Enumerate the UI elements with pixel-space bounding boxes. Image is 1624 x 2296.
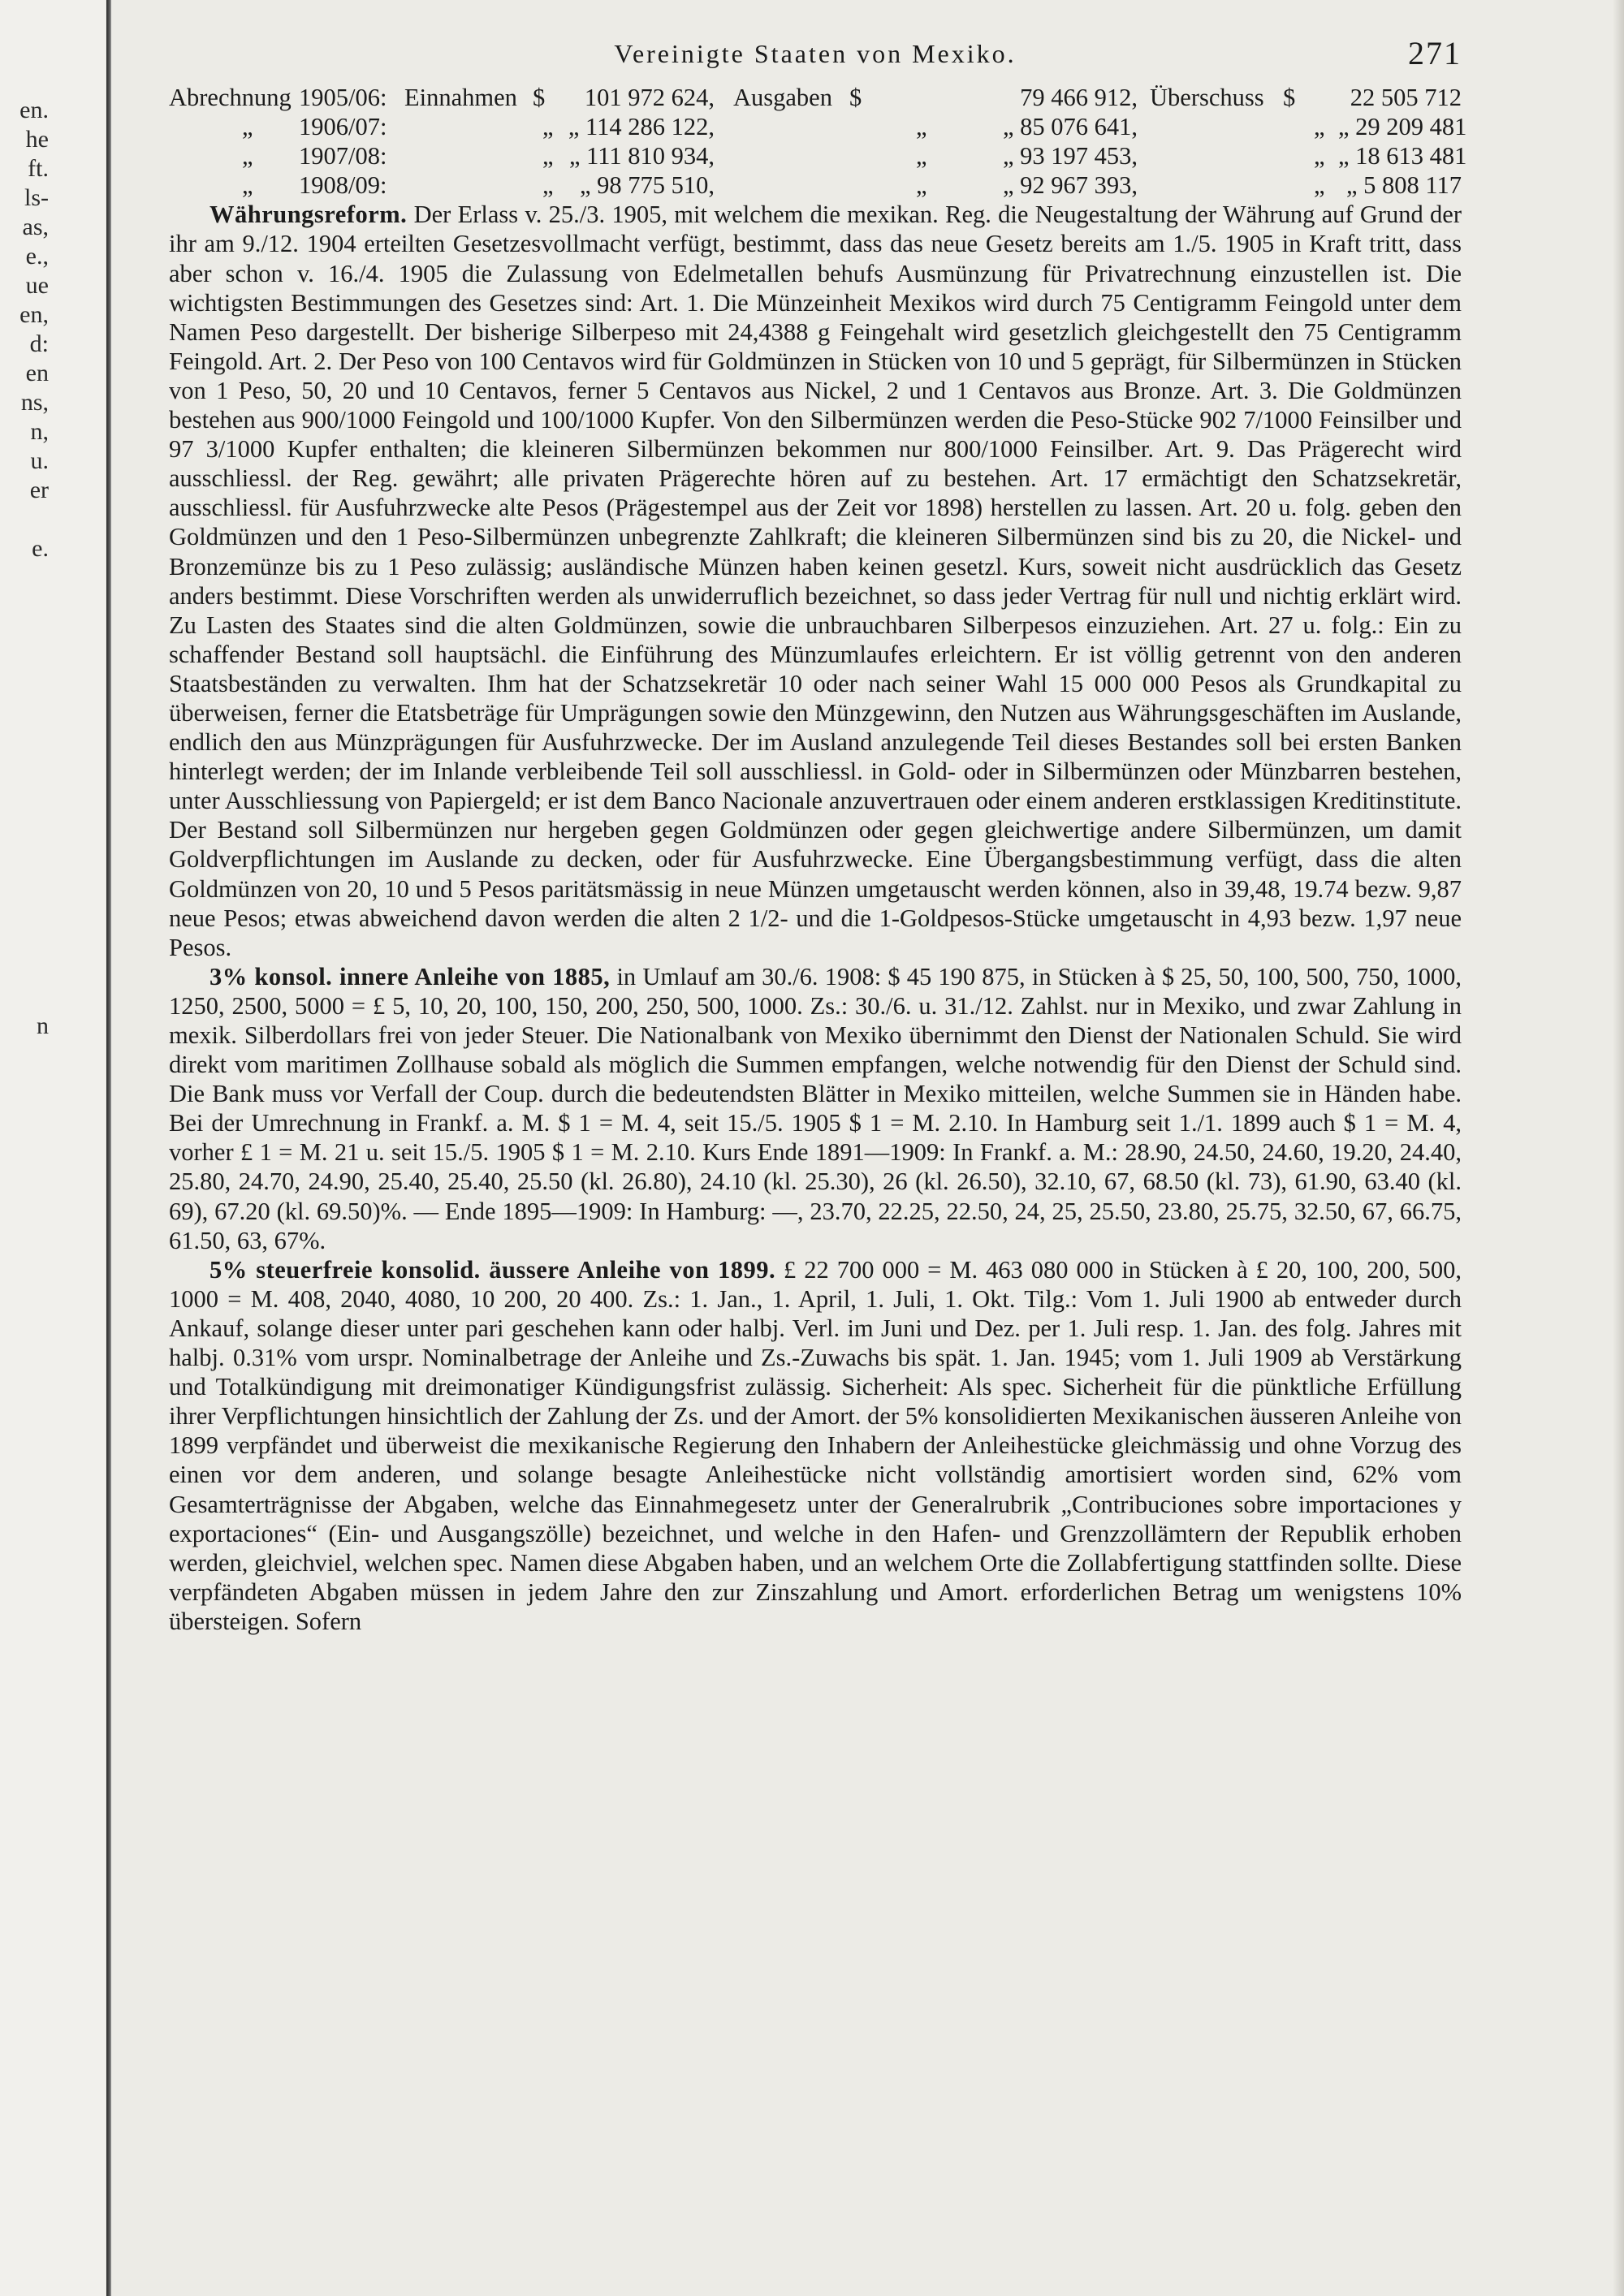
- margin-fragment: er: [29, 477, 49, 503]
- expense-label: „: [916, 171, 927, 200]
- surplus-label: „: [1314, 171, 1325, 200]
- margin-fragment: e.,: [25, 243, 49, 270]
- ditto-mark: „: [242, 171, 253, 200]
- section-currency-reform: [169, 200, 1462, 961]
- income-label: „: [542, 142, 554, 170]
- margin-fragment: ls-: [24, 184, 49, 211]
- margin-fragment: n: [37, 1012, 49, 1039]
- section-text: £ 22 700 000 = M. 463 080 000 in Stücken à £ 20, 100, 200, 500, 1000 = M. 408, 2040, 4080, 10 200, 20 400. Zs.: 1. Jan., 1. April, 1. Juli, 1. Okt. Tilg.: Vom 1. Juli 1900 ab entweder durch Ankauf, solange dieser unter pari geschehen kann oder halbj. Verl. im Juni und Dez. per 1. Juli resp. 1. Jan. des folg. Jahres mit halbj. 0.31% vom urspr. Nominalbetrage der Anleihe und Zs.-Zuwachs bis spät. 1. Jan. 1945; vom 1. Juli 1909 ab Verstärkung und Totalkündigung mit dreimonatiger Kündigungsfrist zulässig. Sicherheit: Als spec. Sicherheit für die pünktliche Erfüllung ihrer Verpflichtungen hinsichtlich der Zahlung der Zs. und der Amort. der 5% konsolidierten Mexikanischen äusseren Anleihe von 1899 verpfändet und überweist die mexikanische Regierung den Inhabern der Anleihestücke gleichmässig und ohne Vorzug des einen vor dem anderen, und solange besagte Anleihestücke nicht vollständig amortisiert worden sind, 62% vom Gesamterträgnisse der Abgaben, welche das Einnahmegesetz unter der Generalrubrik „Contribuciones sobre importaciones y exportaciones“ (Ein- und Ausgangszölle) bezeichnet, und welche in den Hafen- und Grenzzollämtern der Republik erhoben werden, gleichviel, welchen spec. Namen diese Abgaben haben, und an welchem Orte die Zollabfertigung stattfinden sollte. Diese verpfändeten Abgaben müssen in jedem Jahre den zur Zinszahlung und Amort. erforderlichen Betrag um wenigstens 10% übersteigen. Sofern: [169, 1255, 1462, 1635]
- margin-fragment: en,: [19, 301, 49, 328]
- table-row: [169, 141, 1467, 170]
- page-number: 271: [1408, 35, 1462, 71]
- margin-fragment: ft.: [28, 155, 49, 182]
- currency-symbol: $: [1283, 84, 1296, 111]
- surplus-label: Überschuss: [1150, 84, 1264, 111]
- currency-symbol: $: [533, 84, 546, 111]
- table-row: [169, 83, 1462, 112]
- income-value: „ 98 775 510,: [579, 171, 715, 200]
- table-row: [169, 170, 1462, 200]
- section-consolidated-external-loan: [169, 1255, 1462, 1636]
- margin-fragment: en.: [19, 97, 49, 123]
- income-label: „: [542, 113, 554, 141]
- surplus-value: „ 5 808 117: [1345, 171, 1462, 200]
- margin-fragment: he: [25, 126, 49, 153]
- table-row: [169, 112, 1467, 141]
- fiscal-year: 1908/09:: [299, 171, 387, 200]
- margin-fragment: ue: [25, 272, 49, 299]
- budget-table: [169, 83, 1467, 200]
- margin-fragment: d:: [29, 330, 49, 357]
- currency-symbol: $: [849, 84, 862, 111]
- expense-value: „ 93 197 453,: [1002, 142, 1138, 170]
- running-header: [169, 35, 1462, 83]
- book-page: [169, 35, 1467, 1636]
- income-value: 101 972 624,: [584, 84, 715, 111]
- expense-label: Ausgaben: [733, 84, 832, 111]
- section-text: in Umlauf am 30./6. 1908: $ 45 190 875, in Stücken à $ 25, 50, 100, 500, 750, 1000, 1250, 2500, 5000 = £ 5, 10, 20, 100, 150, 200, 250, 500, 1000. Zs.: 30./6. u. 31./12. Zahlst. nur in Mexiko, und zwar Zahlung in mexik. Silberdollars frei von jeder Steuer. Die Nationalbank von Mexiko übernimmt den Dienst der Nationalen Schuld. Sie wird direkt vom maritimen Zollhause sobald als möglich die Summen empfangen, welche notwendig für den Dienst der Schuld sind. Die Bank muss vor Verfall der Coup. durch die bedeutendsten Blätter in Mexiko mitteilen, welche Summen sie in Händen habe. Bei der Umrechnung in Frankf. a. M. $ 1 = M. 4, seit 15./5. 1905 $ 1 = M. 2.10. In Hamburg seit 1./1. 1899 auch $ 1 = M. 4, vorher £ 1 = M. 21 u. seit 15./5. 1905 $ 1 = M. 2.10. Kurs Ende 1891—1909: In Frankf. a. M.: 28.90, 24.50, 24.60, 19.20, 24.40, 25.80, 24.70, 24.90, 25.40, 25.40, 25.50 (kl. 26.80), 24.10 (kl. 25.30), 26 (kl. 26.50), 32.10, 67, 68.50 (kl. 73), 61.90, 63.40 (kl. 69), 67.20 (kl. 69.50)%. — Ende 1895—1909: In Hamburg: —, 23.70, 22.25, 22.50, 24, 25, 25.50, 23.80, 25.75, 32.50, 67, 66.75, 61.50, 63, 67%.: [169, 962, 1462, 1254]
- expense-value: „ 92 967 393,: [1002, 171, 1138, 200]
- margin-fragment: u.: [30, 447, 49, 474]
- income-value: „ 114 286 122,: [568, 113, 715, 141]
- income-label: „: [542, 171, 554, 200]
- expense-label: „: [916, 113, 927, 141]
- surplus-value: „ 29 209 481: [1338, 113, 1467, 141]
- ditto-mark: „: [242, 113, 253, 141]
- surplus-value: 22 505 712: [1350, 84, 1462, 111]
- fiscal-year: 1906/07:: [299, 113, 387, 141]
- running-title: Vereinigte Staaten von Mexiko.: [614, 39, 1017, 68]
- section-heading: Währungsreform.: [209, 201, 408, 229]
- margin-fragment: e.: [32, 535, 49, 562]
- ditto-mark: „: [242, 142, 253, 170]
- margin-fragment: en: [25, 360, 49, 386]
- margin-fragment: as,: [22, 214, 49, 240]
- expense-label: „: [916, 142, 927, 170]
- surplus-label: „: [1314, 113, 1325, 141]
- binding-gutter: [106, 0, 111, 2296]
- expense-value: 79 466 912,: [1020, 84, 1138, 111]
- income-label: Einnahmen: [404, 84, 517, 111]
- expense-value: „ 85 076 641,: [1002, 113, 1138, 141]
- surplus-value: „ 18 613 481: [1338, 142, 1467, 170]
- margin-fragment: ns,: [20, 389, 49, 416]
- page-edge-shadow: [1613, 0, 1624, 2296]
- section-consolidated-internal-loan: [169, 962, 1462, 1255]
- surplus-label: „: [1314, 142, 1325, 170]
- section-text: Der Erlass v. 25./3. 1905, mit welchem die mexikan. Reg. die Neugestaltung der Währung auf Grund der ihr am 9./12. 1904 erteilten Gesetzesvollmacht verfügt, bestimmt, dass das neue Gesetz bereits am 1./5. 1905 in Kraft tritt, dass aber schon v. 16./4. 1905 die Zulassung von Edelmetallen behufs Ausmünzung für Privatrechnung einzustellen ist. Die wichtigsten Bestimmungen des Gesetzes sind: Art. 1. Die Münzeinheit Mexikos wird durch 75 Centigramm Feingold unter dem Namen Peso dargestellt. Der bisherige Silberpeso mit 24,4388 g Feingehalt wird gesetzlich gleichgestellt den 75 Centigramm Feingold. Art. 2. Der Peso von 100 Centavos wird für Goldmünzen in Stücken von 10 und 5 geprägt, für Silbermünzen in Stücken von 1 Peso, 50, 20 und 10 Centavos, ferner 5 Centavos aus Nickel, 2 und 1 Centavos aus Bronze. Art. 3. Die Goldmünzen bestehen aus 900/1000 Feingold und 100/1000 Kupfer. Von den Silbermünzen werden die Peso-Stücke 902 7/1000 Feinsilber und 97 3/1000 Kupfer enthalten; die kleineren Silbermünzen bekommen nur 800/1000 Feinsilber. Art. 9. Das Prägerecht wird ausschliessl. der Reg. gewährt; alle privaten Prägerechte hören auf zu bestehen. Art. 17 ermächtigt den Schatzsekretär, ausschliessl. für Ausfuhrzwecke alte Pesos (Prägestempel aus der Zeit vor 1898) herstellen zu lassen. Art. 20 u. folg. geben den Goldmünzen und den 1 Peso-Silbermünzen unbegrenzte Zahlkraft; die kleineren Silbermünzen sind bis zu 20, die Nickel- und Bronzemünze bis zu 1 Peso zulässig; ausländische Münzen haben keinen gesetzl. Kurs, soweit nicht ausdrücklich das Gesetz anders bestimmt. Diese Vorschriften werden als unwiderruflich bezeichnet, so dass jeder Vertrag für null und nichtig erklärt wird. Zu Lasten des Staates sind die alten Goldmünzen, sowie die unbrauchbaren Silberpesos einzuziehen. Art. 27 u. folg.: Ein zu schaffender Bestand soll hauptsächl. die Einführung des Münzumlaufes erleichtern. Er ist völlig getrennt von den anderen Staatsbeständen zu verwalten. Ihm hat der Schatzsekretär 10 oder nach seiner Wahl 15 000 000 Pesos als Grundkapital zu überweisen, ferner die Etatsbeträge für Umprägungen sowie den Münzgewinn, den Nutzen aus Währungsgeschäften im Auslande, endlich den aus Münzprägungen für Ausfuhrzwecke. Der im Ausland anzulegende Teil dieses Bestandes soll bei ersten Banken hinterlegt werden; der im Inlande verbleibende Teil soll ausschliessl. in Gold- oder in Silbermünzen oder Münzbarren bestehen, unter Ausschliessung von Papiergeld; er ist dem Banco Nacionale anzuvertrauen oder einem anderen erstklassigen Kreditinstitute. Der Bestand soll Silbermünzen nur hergeben gegen Goldmünzen oder gegen gleichwertige andere Silbermünzen, um damit Goldverpflichtungen im Auslande zu decken, oder für Ausfuhrzwecke. Eine Übergangsbestimmung verfügt, dass die alten Goldmünzen von 20, 10 und 5 Pesos paritätsmässig in neue Münzen umgetauscht werden können, also in 39,48, 19.74 bezw. 9,87 neue Pesos; etwas abweichend davon werden die alten 2 1/2- und die 1-Goldpesos-Stücke umgetauscht in 4,93 bezw. 1,97 neue Pesos.: [169, 201, 1462, 961]
- income-value: „ 111 810 934,: [568, 142, 715, 170]
- section-heading: 5% steuerfreie konsolid. äussere Anleihe von 1899.: [209, 1255, 776, 1284]
- fiscal-year: 1907/08:: [299, 142, 387, 170]
- row-label: Abrechnung: [169, 84, 292, 111]
- section-heading: 3% konsol. innere Anleihe von 1885,: [209, 962, 611, 990]
- fiscal-year: 1905/06:: [299, 84, 387, 111]
- margin-fragment: n,: [30, 418, 49, 445]
